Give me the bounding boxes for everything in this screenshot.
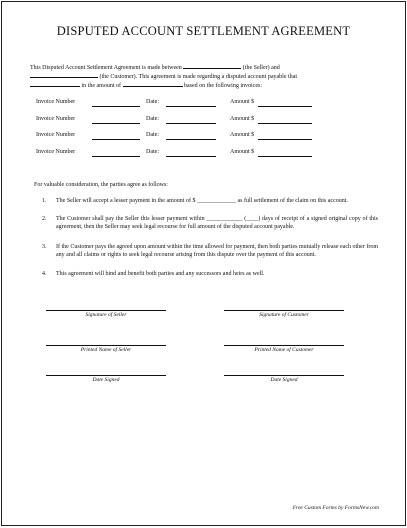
clause-text: This agreement will bind and benefit both parties and any successors and heirs as well. (56, 271, 265, 277)
document-title: DISPUTED ACCOUNT SETTLEMENT AGREEMENT (56, 24, 351, 38)
invoice-date-blank (166, 139, 216, 140)
customer-signature-line (224, 310, 344, 311)
invoice-date-label: Date: (146, 132, 159, 138)
seller-signature-label: Signature of Seller (85, 312, 127, 318)
clause-2 (42, 215, 378, 231)
invoice-row (36, 99, 376, 109)
invoice-row (36, 149, 376, 159)
invoice-amount-label: Amount $ (230, 132, 255, 138)
footer-credit: Free Custom Forms by FormsNew.com (292, 505, 379, 511)
invoice-amount-label: Amount $ (230, 149, 255, 155)
clause-number: 1. (42, 198, 47, 204)
clause-text: The Customer shall pay the Seller this lesser payment within ____________ (____) days of receipt of a signed original copy of this agreement, then the Seller may seek legal recourse for full amount of the disputed account payable. (56, 216, 378, 230)
invoice-amount-label: Amount $ (230, 116, 255, 122)
invoice-number-blank (92, 106, 140, 107)
seller-printed-name-line (46, 345, 166, 346)
seller-date-line (46, 375, 166, 376)
invoice-number-label: Invoice Number (36, 149, 76, 155)
invoice-date-blank (166, 123, 216, 124)
party-blank (30, 80, 80, 87)
invoice-date-blank (166, 156, 216, 157)
clause-text: If the Customer pays the agreed upon amount within the time allowed for payment, then both parties mutually release each other from any and all claims or rights to seek legal recourse arising from this dispute over the payment of this account. (56, 244, 378, 258)
seller-date-label: Date Signed (92, 377, 120, 383)
customer-date-line (224, 375, 344, 376)
clause-text: The Seller will accept a lesser payment in the amount of $ _____________ as full settlement of the claim on this account. (56, 198, 348, 204)
invoice-amount-blank (258, 123, 312, 124)
invoice-date-label: Date: (146, 116, 159, 122)
invoice-number-blank (92, 123, 140, 124)
invoice-number-blank (92, 156, 140, 157)
customer-date-label: Date Signed (270, 377, 298, 383)
invoice-amount-label: Amount $ (230, 99, 255, 105)
clause-1 (42, 197, 378, 205)
clause-number: 2. (42, 216, 47, 222)
invoice-date-label: Date: (146, 99, 159, 105)
customer-signature-label: Signature of Customer (259, 312, 309, 318)
clause-3 (42, 243, 378, 259)
invoice-row (36, 132, 376, 142)
invoice-number-label: Invoice Number (36, 99, 76, 105)
intro-text-3b: based on the following invoices: (184, 83, 262, 89)
customer-printed-name-line (224, 345, 344, 346)
intro-line-3 (30, 80, 380, 91)
invoice-number-label: Invoice Number (36, 116, 76, 122)
invoice-amount-blank (258, 106, 312, 107)
seller-printed-name-label: Printed Name of Seller (80, 347, 132, 353)
clause-number: 3. (42, 244, 47, 250)
invoice-number-blank (92, 139, 140, 140)
consideration-text: For valuable consideration, the parties agree as follows: (34, 182, 168, 188)
intro-text-1b: (the Seller) and (242, 65, 280, 71)
invoice-date-label: Date: (146, 149, 159, 155)
invoice-date-blank (166, 106, 216, 107)
intro-text-2: (the Customer). This agreement is made regarding a disputed account payable that (99, 74, 297, 80)
clause-4 (42, 270, 378, 278)
document-page (1, 1, 406, 526)
invoice-number-label: Invoice Number (36, 132, 76, 138)
customer-name-blank (30, 71, 98, 78)
intro-text-1a: This Disputed Account Settlement Agreement is made between (30, 65, 182, 71)
customer-printed-name-label: Printed Name of Customer (254, 347, 314, 353)
invoice-row (36, 116, 376, 126)
intro-text-3a: in the amount of (81, 83, 121, 89)
invoice-amount-blank (258, 156, 312, 157)
amount-blank (123, 80, 183, 87)
seller-signature-line (46, 310, 166, 311)
invoice-amount-blank (258, 139, 312, 140)
clause-number: 4. (42, 271, 47, 277)
seller-name-blank (183, 62, 241, 69)
